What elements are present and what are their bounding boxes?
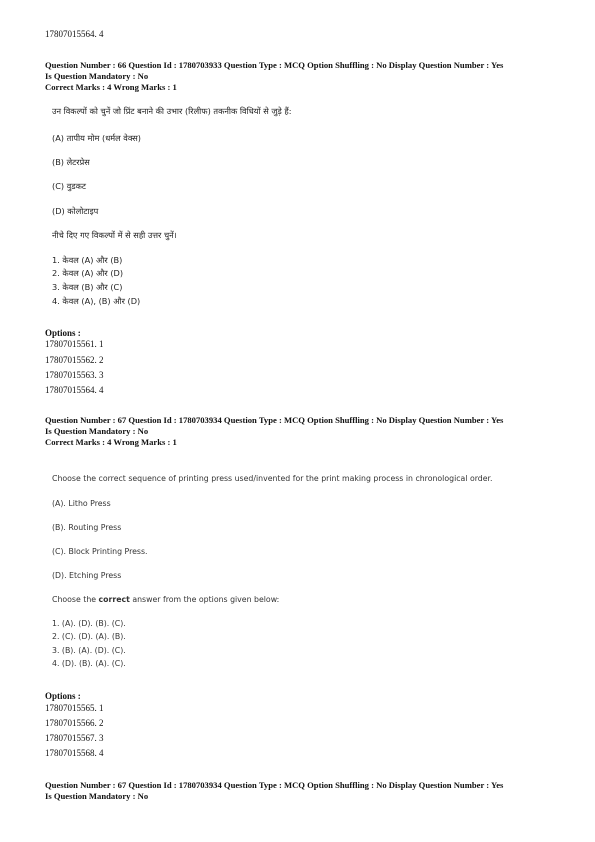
q66-choice-4: 4. केवल (A), (B) और (D) <box>52 296 141 306</box>
q67-option-1: 17807015565. 1 <box>45 703 104 713</box>
q67-header-line1: Question Number : 67 Question Id : 1780703934 Question Type : MCQ Option Shuffling : No Display Question Number : Yes <box>45 415 504 425</box>
q66-header-line3: Correct Marks : 4 Wrong Marks : 1 <box>45 82 177 92</box>
q67-option-3: 17807015567. 3 <box>45 733 104 743</box>
q67-item-d: (D). Etching Press <box>52 571 122 580</box>
q66-option-2: 17807015562. 2 <box>45 355 104 365</box>
q66-choice-2: 2. केवल (A) और (D) <box>52 268 124 278</box>
q67-options-label: Options : <box>45 691 81 701</box>
q66-option-4: 17807015564. 4 <box>45 385 104 395</box>
q66-instruction: नीचे दिए गए विकल्पों में से सही उत्तर चुनें। <box>52 230 177 240</box>
q66-stem: उन विकल्पों को चुनें जो प्रिंट बनाने की उभार (रिलीफ) तकनीक विधियों से जुड़े हैं: <box>52 106 292 116</box>
previous-option-id: 17807015564. 4 <box>45 29 104 39</box>
q67-header-line3: Correct Marks : 4 Wrong Marks : 1 <box>45 437 177 447</box>
q67-item-a: (A). Litho Press <box>52 499 111 508</box>
q66-option-3: 17807015563. 3 <box>45 370 104 380</box>
q66-choice-3: 3. केवल (B) और (C) <box>52 282 123 292</box>
q66-item-a: (A) तापीय मोम (धर्मल वेक्स) <box>52 133 141 143</box>
q67b-header-line2: Is Question Mandatory : No <box>45 791 149 801</box>
q67-option-4: 17807015568. 4 <box>45 748 104 758</box>
q66-header-line1: Question Number : 66 Question Id : 1780703933 Question Type : MCQ Option Shuffling : No Display Question Number : Yes <box>45 60 504 70</box>
q66-option-1: 17807015561. 1 <box>45 339 104 349</box>
q67-option-2: 17807015566. 2 <box>45 718 104 728</box>
q67-item-c: (C). Block Printing Press. <box>52 547 148 556</box>
q67-instruction-post: answer from the options given below: <box>129 595 280 604</box>
q67-instruction-pre: Choose the <box>52 595 99 604</box>
q67-header-line2: Is Question Mandatory : No <box>45 426 149 436</box>
q67-instruction <box>52 595 279 605</box>
q67-stem: Choose the correct sequence of printing press used/invented for the print making process in chronological order. <box>52 474 493 483</box>
q67-choice-2: 2. (C). (D). (A). (B). <box>52 632 126 641</box>
q67-choice-3: 3. (B). (A). (D). (C). <box>52 646 126 655</box>
q66-options-label: Options : <box>45 328 81 338</box>
q67-item-b: (B). Routing Press <box>52 523 122 532</box>
q67-instruction-bold: correct <box>98 595 130 604</box>
q66-item-b: (B) लेटरप्रेस <box>52 157 90 167</box>
q66-header-line2: Is Question Mandatory : No <box>45 71 149 81</box>
q67-choice-4: 4. (D). (B). (A). (C). <box>52 659 126 668</box>
q66-choice-1: 1. केवल (A) और (B) <box>52 255 123 265</box>
q66-item-d: (D) कोलोटाइप <box>52 206 99 216</box>
q67b-header-line1: Question Number : 67 Question Id : 1780703934 Question Type : MCQ Option Shuffling : No Display Question Number : Yes <box>45 780 504 790</box>
q66-item-c: (C) वुडकट <box>52 181 87 191</box>
q67-choice-1: 1. (A). (D). (B). (C). <box>52 619 126 628</box>
